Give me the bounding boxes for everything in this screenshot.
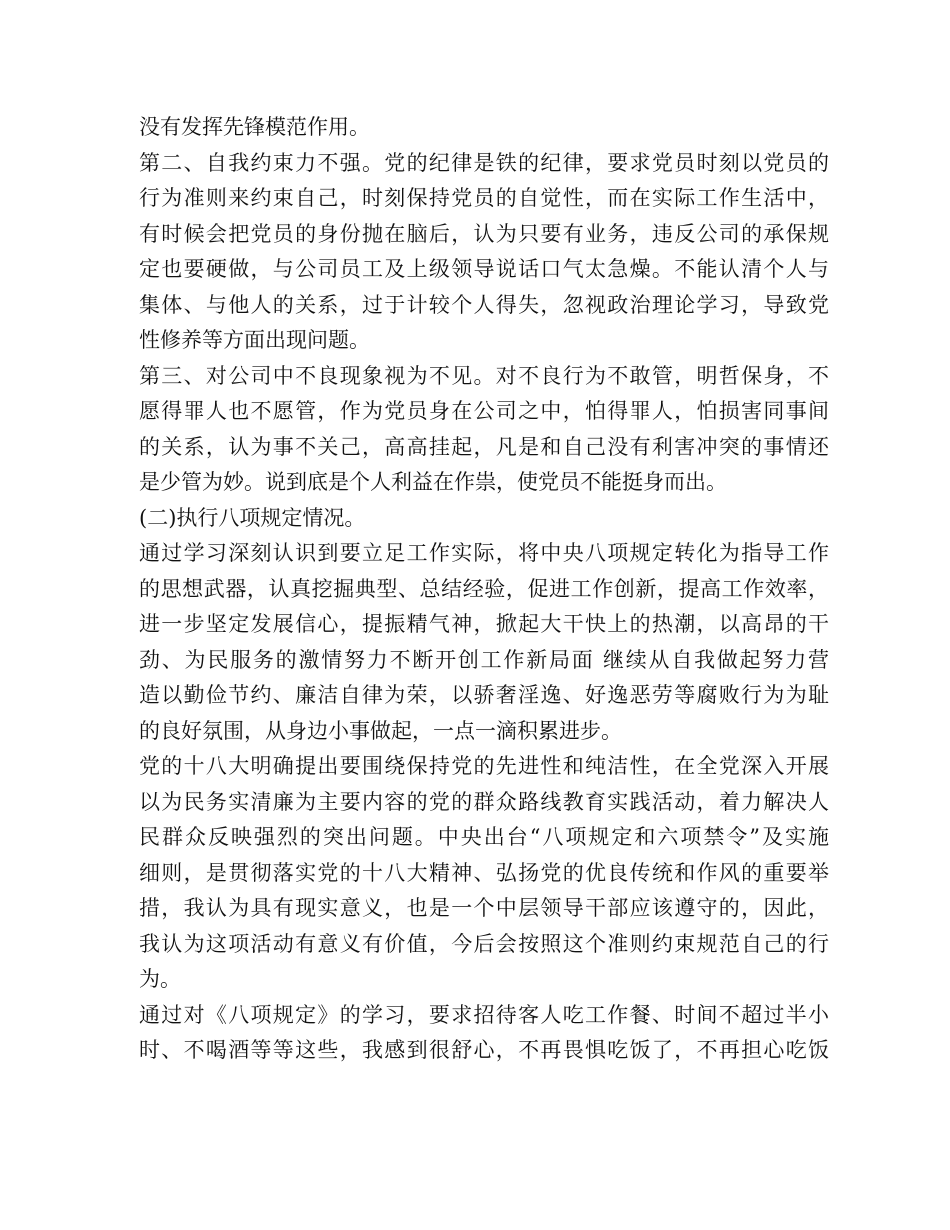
text-line: 的关系，认为事不关己，高高挂起，凡是和自己没有利害冲突的事情还 (139, 434, 829, 459)
text-line: 我认为这项活动有意义有价值，今后会按照这个准则约束规范自己的行 (139, 931, 829, 956)
text-line: 性修养等方面出现问题。 (139, 328, 370, 352)
text-line: (二)执行八项规定情况。 (139, 505, 366, 530)
text-line: 造以勤俭节约、廉洁自律为荣，以骄奢淫逸、好逸恶劳等腐败行为为耻 (139, 683, 829, 707)
text-line: 愿得罪人也不愿管，作为党员身在公司之中，怕得罪人，怕损害同事间 (139, 399, 829, 423)
document-body (139, 110, 829, 1069)
text-line: 定也要硬做，与公司员工及上级领导说话口气太急燥。不能认清个人与 (139, 257, 829, 281)
text-line: 的思想武器，认真挖掘典型、总结经验，促进工作创新，提高工作效率， (139, 576, 829, 601)
text-line: 没有发挥先锋模范作用。 (139, 115, 370, 139)
text-line: 有时候会把党员的身份抛在脑后，认为只要有业务，违反公司的承保规 (139, 221, 829, 246)
text-line: 时、不喝酒等等这些，我感到很舒心，不再畏惧吃饭了，不再担心吃饭 (139, 1038, 829, 1062)
text-line: 民群众反映强烈的突出问题。中央出台“八项规定和六项禁令”及实施 (139, 825, 829, 849)
text-line: 行为准则来约束自己，时刻保持党员的自觉性，而在实际工作生活中， (139, 186, 829, 210)
text-line: 以为民务实清廉为主要内容的党的群众路线教育实践活动，着力解决人 (139, 789, 829, 814)
text-line: 第二、自我约束力不强。党的纪律是铁的纪律，要求党员时刻以党员的 (139, 150, 829, 175)
text-line: 进一步坚定发展信心，提振精气神，掀起大干快上的热潮，以高昂的干 (139, 612, 829, 636)
text-line: 第三、对公司中不良现象视为不见。对不良行为不敢管，明哲保身，不 (139, 363, 829, 388)
text-line: 为。 (139, 967, 181, 991)
text-line: 的良好氛围，从身边小事做起，一点一滴积累进步。 (139, 718, 622, 743)
text-line: 措，我认为具有现实意义，也是一个中层领导干部应该遵守的，因此， (139, 896, 829, 920)
text-line: 党的十八大明确提出要围绕保持党的先进性和纯洁性，在全党深入开展 (139, 754, 829, 778)
text-line: 劲、为民服务的激情努力不断开创工作新局面 继续从自我做起努力营 (139, 647, 829, 672)
text-line: 是少管为妙。说到底是个人利益在作祟，使党员不能挺身而出。 (139, 470, 727, 494)
text-line: 细则，是贯彻落实党的十八大精神、弘扬党的优良传统和作风的重要举 (139, 860, 829, 885)
text-line: 通过学习深刻认识到要立足工作实际，将中央八项规定转化为指导工作 (139, 541, 829, 565)
text-line: 集体、与他人的关系，过于计较个人得失，忽视政治理论学习，导致党 (139, 292, 829, 317)
text-line: 通过对《八项规定》的学习，要求招待客人吃工作餐、时间不超过半小 (139, 1002, 829, 1027)
